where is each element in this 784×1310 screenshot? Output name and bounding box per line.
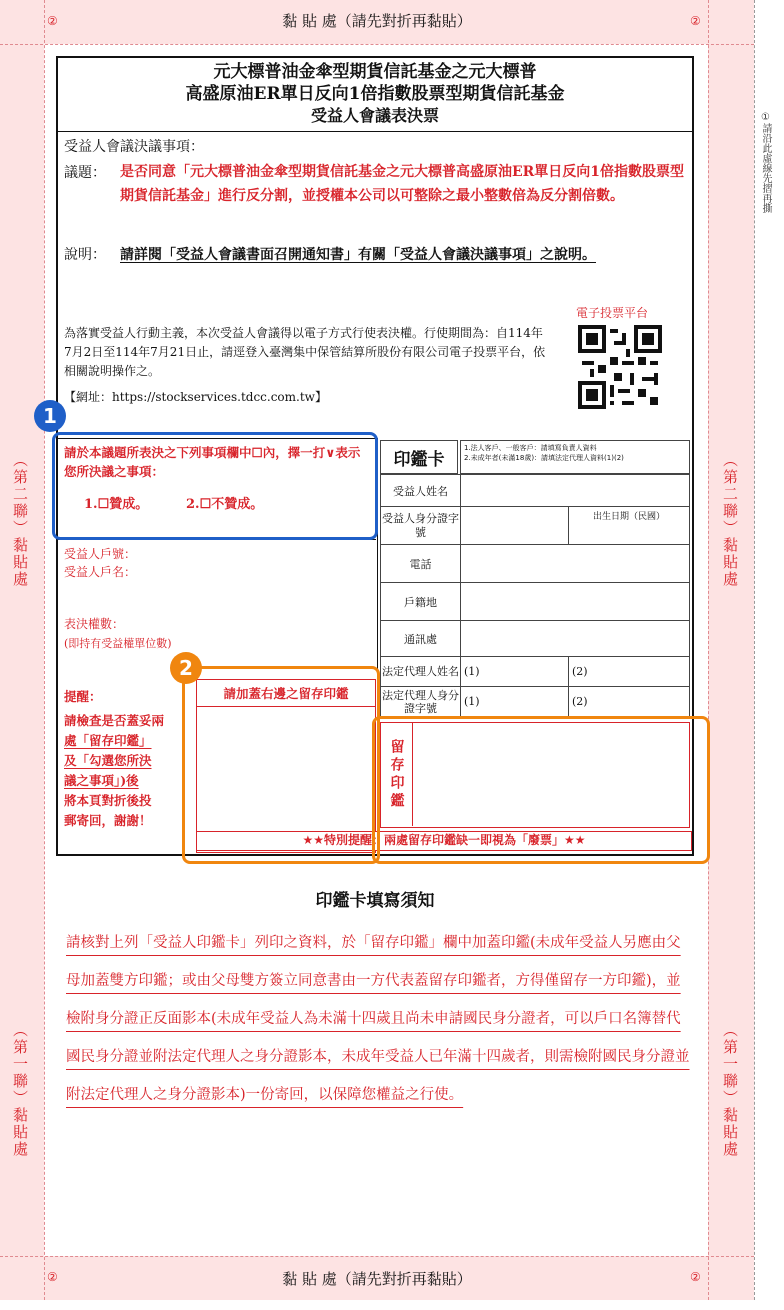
right-glue-label-upper: （第二聯）黏貼處 bbox=[721, 452, 739, 588]
evote-description: 為落實受益人行動主義，本次受益人會議得以電子方式行使表決權。行使期間為：自114年7月2日至114年7月21日止，請逕登入臺灣集中保管結算所股份有限公司電子投票平台，依相關說明操作之。 bbox=[64, 326, 546, 378]
row-label-agent-name: 法定代理人姓名 bbox=[381, 657, 461, 687]
field-agent-name-1[interactable]: (1) bbox=[461, 657, 569, 687]
row-label-id: 受益人身分證字號 bbox=[381, 507, 461, 545]
highlight-stamp-left bbox=[182, 666, 380, 864]
reminder-title: 提醒： bbox=[64, 689, 102, 704]
stamp-right-label: 留存印鑑 bbox=[381, 723, 413, 826]
row-label-registered-address: 戶籍地 bbox=[381, 583, 461, 621]
account-name-label: 受益人戶名： bbox=[64, 565, 137, 579]
topic-text: 是否同意「元大標普油金傘型期貨信託基金之元大標普高盛原油ER單日反向1倍指數股票型期貨信託基金」進行反分割，並授權本公司以可整除之最小整數倍為反分割倍數。 bbox=[120, 164, 685, 204]
account-number-label: 受益人戶號： bbox=[64, 547, 137, 561]
circle-two-mark: ② bbox=[47, 14, 58, 28]
field-agent-id-1[interactable]: (1) bbox=[461, 687, 569, 717]
badge-two: 2 bbox=[170, 652, 202, 684]
seal-card-table bbox=[380, 474, 690, 717]
notice-title: 印鑑卡填寫須知 bbox=[315, 891, 435, 911]
stamp-left-label: 請加蓋右邊之留存印鑑 bbox=[197, 680, 375, 707]
field-agent-id-2[interactable]: (2) bbox=[569, 687, 690, 717]
explain-label: 說明： bbox=[64, 247, 106, 263]
field-mailing-address[interactable] bbox=[461, 621, 690, 657]
explain-text: 請詳閱「受益人會議書面召開通知書」有關「受益人會議決議事項」之說明。 bbox=[120, 247, 596, 263]
fold-instruction-bottom: 黏 貼 處（請先對折再黏貼） bbox=[282, 1270, 472, 1288]
row-label-phone: 電話 bbox=[381, 545, 461, 583]
voting-rights-label: 表決權數： bbox=[64, 617, 125, 631]
row-label-agent-id: 法定代理人身分證字號 bbox=[382, 688, 459, 715]
topic-label: 議題： bbox=[64, 165, 106, 181]
birth-date-field[interactable]: 出生日期（民國） bbox=[569, 507, 690, 545]
field-id[interactable] bbox=[461, 507, 569, 545]
special-reminder: ★★特別提醒：兩處留存印鑑缺一即視為「廢票」★★ bbox=[196, 831, 692, 851]
voting-rights-note: (即持有受益權單位數) bbox=[64, 637, 172, 650]
left-glue-label-lower: （第一聯）黏貼處 bbox=[11, 1022, 29, 1158]
left-glue-label-upper: （第二聯）黏貼處 bbox=[11, 452, 29, 588]
circle-two-mark: ② bbox=[690, 14, 701, 28]
row-label-mailing-address: 通訊處 bbox=[381, 621, 461, 657]
circle-two-mark: ② bbox=[690, 1270, 701, 1284]
evote-url[interactable]: 【網址：https://stockservices.tdcc.com.tw】 bbox=[64, 390, 327, 404]
vote-instruction: 請於本議題所表決之下列事項欄中☐內，擇一打∨表示您所決議之事項： bbox=[64, 445, 361, 479]
fold-instruction-top: 黏 貼 處（請先對折再黏貼） bbox=[282, 12, 472, 30]
right-glue-label-lower: （第一聯）黏貼處 bbox=[721, 1022, 739, 1158]
option-reject[interactable]: 2.☐不贊成。 bbox=[186, 497, 264, 512]
tear-instruction: ①請沿此虛線先摺再撕 bbox=[760, 112, 771, 213]
highlight-vote-options bbox=[52, 432, 378, 540]
seal-card-notes: 1.法人客戶、一般客戶：請填寫負責人資料 2.未成年者(未滿18歲)：請填法定代理人資料(1)(2) bbox=[460, 440, 690, 474]
row-label-name: 受益人姓名 bbox=[381, 475, 461, 507]
field-agent-name-2[interactable]: (2) bbox=[569, 657, 690, 687]
circle-two-mark: ② bbox=[47, 1270, 58, 1284]
reminder-text: 請檢查是否蓋妥兩 處「留存印鑑」 及「勾選您所決 議之事項」)後 將本頁對折後投 郵寄回，謝謝！ bbox=[64, 713, 165, 828]
field-phone[interactable] bbox=[461, 545, 690, 583]
option-approve[interactable]: 1.☐贊成。 bbox=[84, 497, 149, 512]
ballot-title: 元大標普油金傘型期貨信託基金之元大標普 高盛原油ER單日反向1倍指數股票型期貨信託基金 受益人會議表決票 bbox=[58, 58, 692, 132]
qr-code[interactable] bbox=[578, 324, 662, 410]
field-name[interactable] bbox=[461, 475, 690, 507]
field-registered-address[interactable] bbox=[461, 583, 690, 621]
evote-title: 電子投票平台 bbox=[576, 306, 649, 320]
badge-one: 1 bbox=[34, 400, 66, 432]
notice-text: 請核對上列「受益人印鑑卡」列印之資料，於「留存印鑑」欄中加蓋印鑑(未成年受益人另應由父母加蓋雙方印鑑；或由父母雙方簽立同意書由一方代表蓋留存印鑑者，方得僅留存一方印鑑)，並檢附身分證正反面影本(未成年受益人為未滿十四歲且尚未申請國民身分證者，可以戶口名簿替代國民身分證並附法定代理人之身分證影本，未成年受益人已年滿十四歲者，則需檢附國民身分證並附法定代理人之身分證影本)一份寄回，以保障您權益之行使。 bbox=[66, 935, 690, 1103]
seal-card-title: 印鑑卡 bbox=[380, 440, 458, 474]
matters-heading: 受益人會議決議事項： bbox=[64, 139, 204, 155]
highlight-stamp-right bbox=[372, 716, 710, 864]
